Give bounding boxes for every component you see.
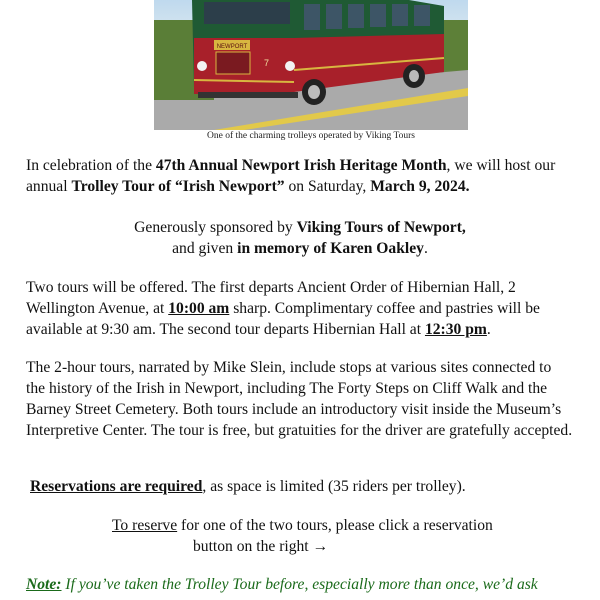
first-tour-time: 10:00 am xyxy=(168,300,230,317)
second-tour-time: 12:30 pm xyxy=(424,321,487,338)
tours-text-end: . xyxy=(486,321,491,338)
note-label: Note: xyxy=(26,576,62,593)
reservations-paragraph xyxy=(30,476,578,497)
memory-end: . xyxy=(423,240,428,257)
details-paragraph: The 2-hour tours, narrated by Mike Slein, include stops at various sites connected to the history of the Irish in Newport, including The Forty Steps on Cliff Walk and the Barney Street Cemetery. Both tours include an introductory visit inside the Museum’s Interpretive Center. The tour is free, but gratuities for the driver are gratefully accepted. xyxy=(26,359,573,439)
trolley-sign: NEWPORT xyxy=(216,44,248,50)
trolley-photo xyxy=(154,0,468,130)
intro-paragraph xyxy=(26,155,574,197)
sponsor-paragraph xyxy=(26,217,574,259)
tours-text-2: sharp. Complimentary coffee and pastries will be available at 9:30 am. The second tour departs Hibernian Hall at xyxy=(26,300,540,338)
memory-text: and given xyxy=(172,240,238,257)
reservations-text: , as space is limited (35 riders per trolley). xyxy=(202,478,466,495)
sponsor-name: Viking Tours of Newport, xyxy=(296,219,466,236)
tour-name: Trolley Tour of “Irish Newport” xyxy=(71,178,285,195)
event-date: March 9, 2024. xyxy=(370,178,470,195)
note-text: If you’ve taken the Trolley Tour before, especially more than once, we’d ask xyxy=(61,576,538,593)
intro-text-3: on Saturday, xyxy=(284,178,371,195)
reserve-text: for one of the two tours, please click a reservation xyxy=(177,517,493,534)
intro-text-2: , we will host our annual xyxy=(26,157,556,195)
note-paragraph xyxy=(26,574,574,595)
photo-caption: One of the charming trolleys operated by Viking Tours xyxy=(207,131,415,141)
sponsor-text: Generously sponsored by xyxy=(134,219,297,236)
intro-text-1: In celebration of the xyxy=(26,157,156,174)
reserve-button-hint: button on the right → xyxy=(193,538,329,555)
event-name: 47th Annual Newport Irish Heritage Month xyxy=(155,157,447,174)
tours-text-1: Two tours will be offered. The first departs Ancient Order of Hibernian Hall, 2 Wellington Avenue, at xyxy=(26,279,516,317)
reservations-required: Reservations are required xyxy=(30,478,203,495)
trolley-illustration xyxy=(154,0,468,130)
tours-paragraph xyxy=(26,277,574,340)
memory-name: in memory of Karen Oakley xyxy=(237,240,424,257)
trolley-number: 7 xyxy=(264,58,270,68)
reserve-paragraph xyxy=(112,515,582,557)
reserve-link[interactable]: To reserve xyxy=(112,517,178,534)
